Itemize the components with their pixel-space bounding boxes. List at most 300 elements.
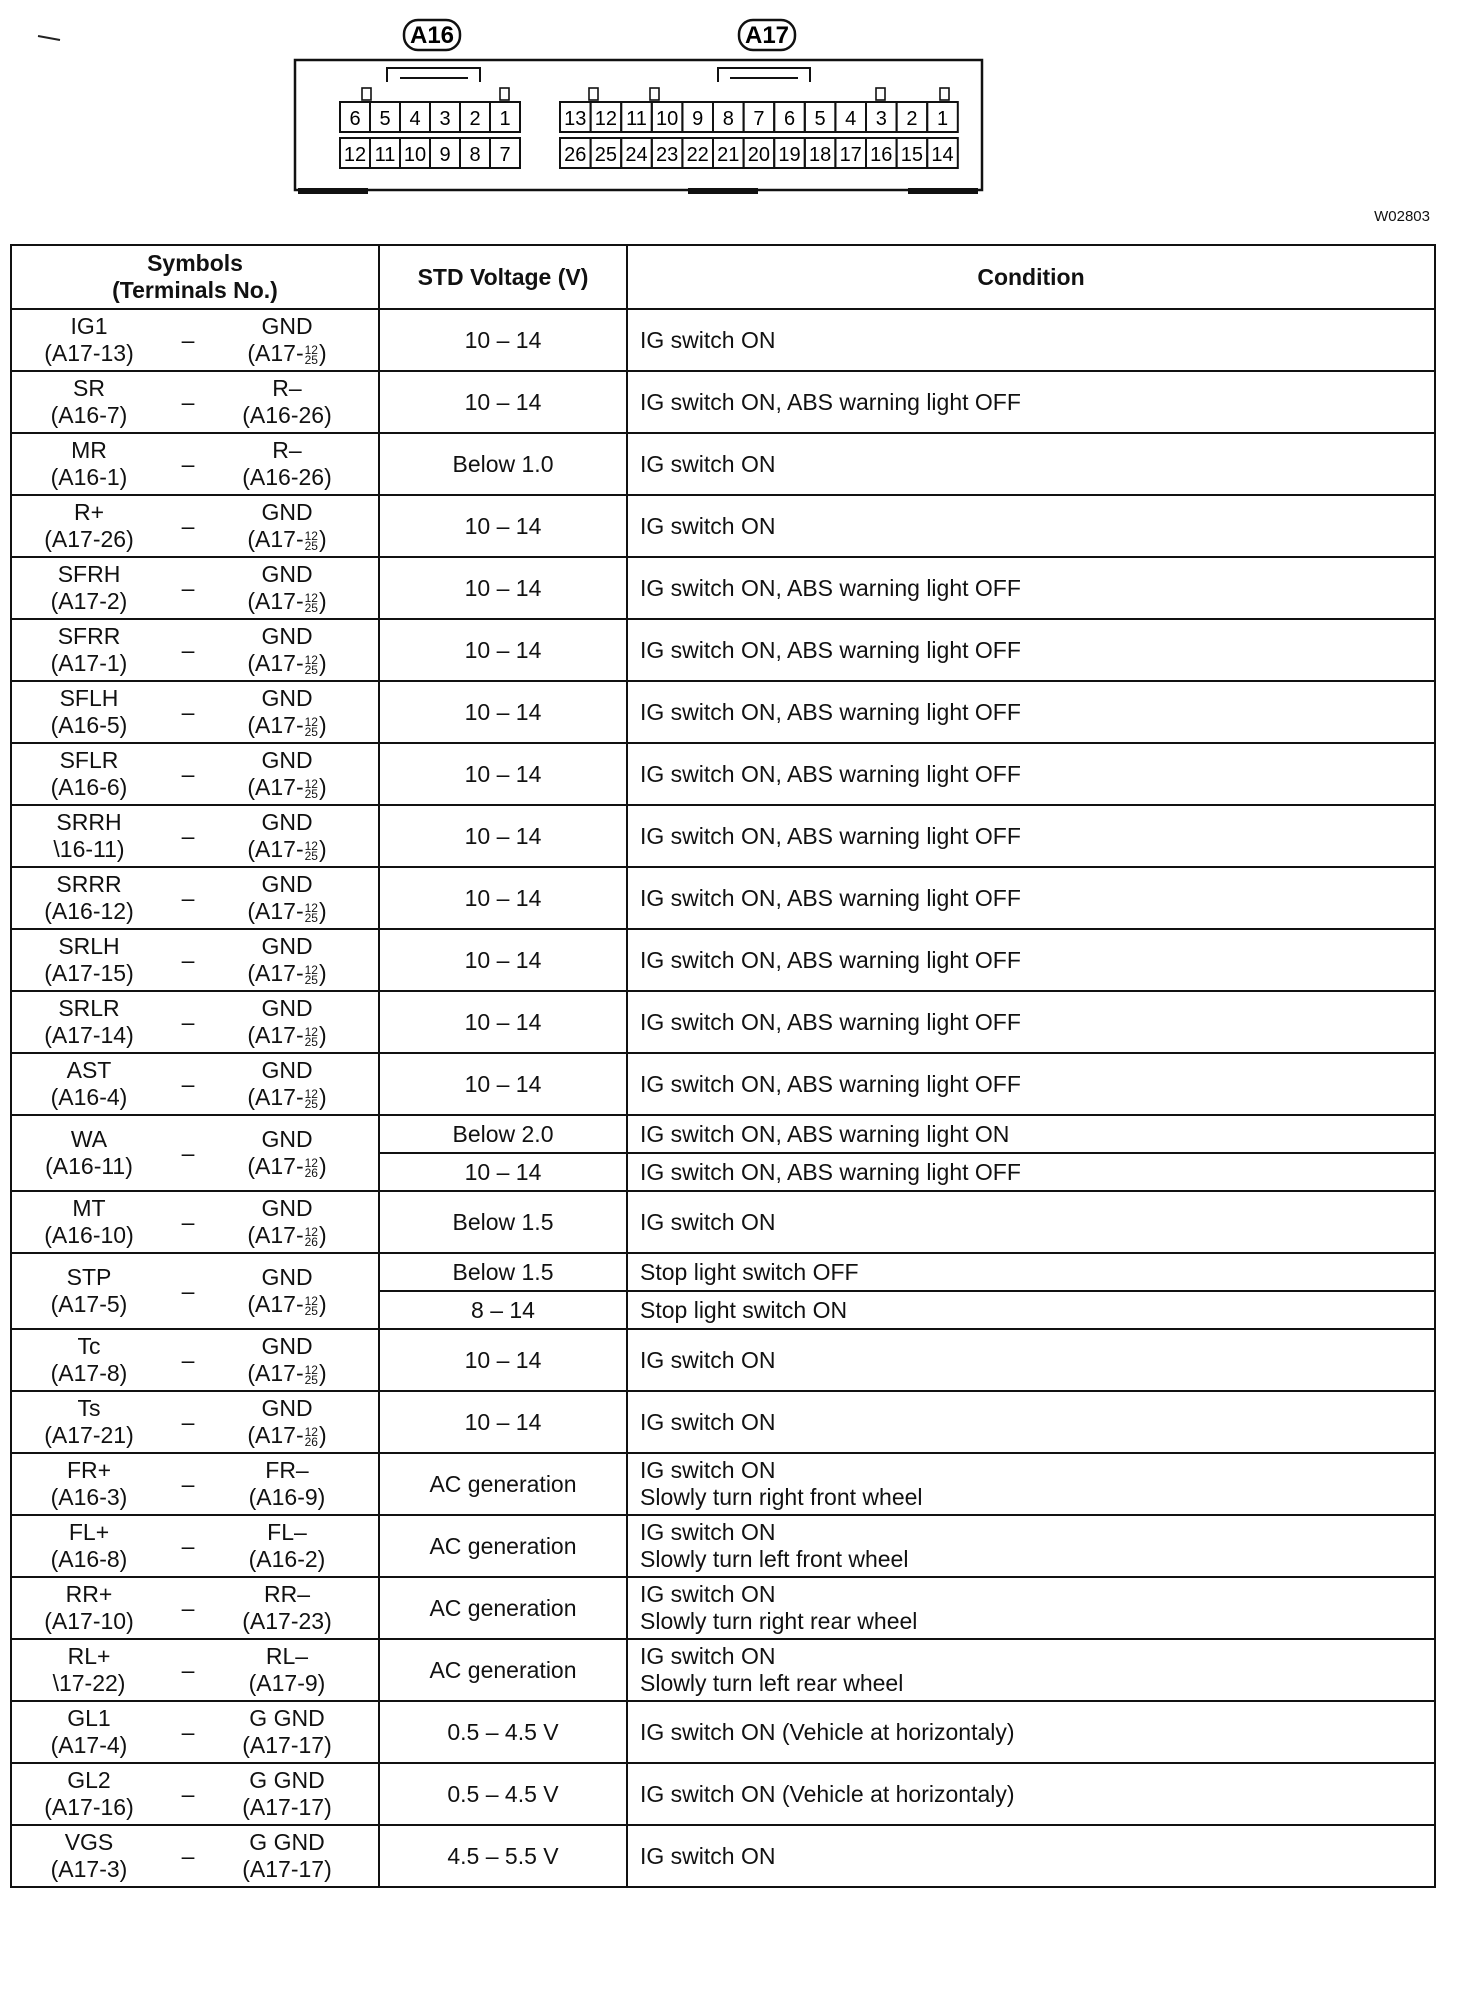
signal-name: GND [261, 1264, 313, 1290]
terminal-fraction [304, 1024, 318, 1049]
terminal-suffix: ) [318, 526, 327, 552]
symbol-pair [12, 499, 378, 553]
condition [627, 1577, 1435, 1639]
std-voltage: 10 – 14 [379, 1329, 627, 1391]
std-voltage: 10 – 14 [379, 619, 627, 681]
signal-name: SRRR [56, 871, 122, 897]
pin-number: 20 [747, 144, 771, 166]
terminal-number [232, 1484, 342, 1511]
symbols-cell [11, 1191, 379, 1253]
fraction-top: 12 [304, 1155, 318, 1170]
pin-lock-tab [500, 88, 509, 100]
pin-number: 3 [875, 108, 887, 130]
condition-line: IG switch ON, ABS warning light OFF [640, 1070, 1021, 1097]
table-row [11, 681, 1435, 743]
signal-name: RR– [263, 1581, 310, 1607]
terminal-voltage-table [10, 244, 1436, 1888]
condition [627, 1825, 1435, 1887]
separator-dash: – [181, 450, 195, 477]
terminal-from [34, 1829, 144, 1883]
separator-dash: – [181, 1780, 195, 1807]
symbol-pair [12, 1643, 378, 1697]
symbols-cell [11, 1763, 379, 1825]
terminal-prefix: (A17- [247, 898, 304, 924]
std-voltage: 10 – 14 [379, 991, 627, 1053]
symbol-pair [12, 1057, 378, 1111]
signal-name: GND [261, 1057, 313, 1083]
signal-name: SFRH [57, 561, 121, 587]
terminal-to [232, 623, 342, 677]
signal-name: AST [66, 1057, 112, 1083]
header-condition: Condition [627, 245, 1435, 309]
fraction-top: 12 [304, 1424, 318, 1439]
terminal-to [232, 561, 342, 615]
signal-name: Tc [77, 1333, 101, 1359]
condition-line: IG switch ON [640, 512, 776, 539]
symbol-pair [12, 1395, 378, 1449]
condition-line: IG switch ON, ABS warning light OFF [640, 388, 1021, 415]
terminal-number: (A16-8) [50, 1546, 128, 1572]
std-voltage: AC generation [379, 1453, 627, 1515]
std-voltage: Below 1.5 [379, 1191, 627, 1253]
pin-number: 2 [469, 108, 481, 130]
terminal-prefix: (A17- [247, 1153, 304, 1179]
symbols-cell [11, 743, 379, 805]
condition-line: Slowly turn left front wheel [640, 1546, 909, 1572]
fraction-bottom: 25 [304, 724, 318, 739]
svg-text:A16: A16 [409, 22, 455, 49]
terminal-from [34, 1581, 144, 1635]
terminal-number [232, 588, 342, 615]
terminal-prefix: (A17-17) [242, 1856, 332, 1882]
pin-number: 22 [686, 144, 709, 166]
symbol-pair [12, 1126, 378, 1180]
terminal-number [232, 898, 342, 925]
signal-name: FR+ [66, 1457, 112, 1483]
std-voltage: Below 1.5 [379, 1253, 627, 1291]
condition [627, 1191, 1435, 1253]
fraction-top: 12 [304, 776, 318, 791]
terminal-number: (A17-16) [44, 1794, 134, 1820]
terminal-number [232, 340, 342, 367]
terminal-from [34, 995, 144, 1049]
separator-dash: – [181, 636, 195, 663]
signal-name: GND [261, 313, 313, 339]
signal-name: STP [66, 1264, 112, 1290]
condition-line: IG switch ON, ABS warning light OFF [640, 574, 1021, 601]
pin-number: 15 [900, 144, 924, 166]
terminal-number: (A17-14) [44, 1022, 134, 1048]
pin-lock-tab [876, 88, 885, 100]
terminal-prefix: (A17- [247, 1084, 304, 1110]
symbol-pair [12, 685, 378, 739]
terminal-number: \16-11) [53, 836, 125, 862]
terminal-from [34, 685, 144, 739]
pin-number: 12 [343, 144, 367, 166]
terminal-number [232, 774, 342, 801]
fraction-bottom: 25 [304, 538, 318, 553]
table-row [11, 1053, 1435, 1115]
terminal-number [232, 1153, 342, 1180]
table-row [11, 1329, 1435, 1391]
pin-number: 11 [374, 144, 396, 166]
std-voltage: 4.5 – 5.5 V [379, 1825, 627, 1887]
symbol-pair [12, 995, 378, 1049]
terminal-from [34, 1264, 144, 1318]
condition-line: IG switch ON, ABS warning light OFF [640, 822, 1021, 849]
symbols-cell [11, 1253, 379, 1329]
pin-number: 1 [499, 108, 511, 130]
terminal-to [232, 685, 342, 739]
symbols-cell [11, 371, 379, 433]
std-voltage: 8 – 14 [379, 1291, 627, 1329]
terminal-to [232, 1829, 342, 1883]
condition [627, 309, 1435, 371]
separator-dash: – [181, 946, 195, 973]
terminal-fraction [304, 1224, 318, 1249]
pin-number: 6 [783, 108, 796, 130]
fraction-top: 12 [304, 342, 318, 357]
pin-number: 23 [655, 144, 679, 166]
fraction-bottom: 25 [304, 1303, 318, 1318]
symbol-pair [12, 375, 378, 429]
signal-name: MR [71, 437, 107, 463]
std-voltage: 10 – 14 [379, 1053, 627, 1115]
separator-dash: – [181, 1408, 195, 1435]
separator-dash: – [181, 1070, 195, 1097]
terminal-from [34, 1195, 144, 1249]
terminal-prefix: (A17- [247, 1360, 304, 1386]
condition-line: Slowly turn left rear wheel [640, 1670, 904, 1696]
symbols-cell [11, 867, 379, 929]
terminal-to [232, 1767, 342, 1821]
terminal-from [34, 1395, 144, 1449]
pin-number: 18 [808, 144, 832, 166]
terminal-prefix: (A17- [247, 650, 304, 676]
terminal-from [34, 1126, 144, 1180]
fraction-top: 12 [304, 1362, 318, 1377]
separator-dash: – [181, 388, 195, 415]
signal-name: SRLH [58, 933, 120, 959]
signal-name: RL– [265, 1643, 309, 1669]
terminal-to [232, 1333, 342, 1387]
terminal-from [34, 1519, 144, 1573]
terminal-to [232, 1264, 342, 1318]
fraction-top: 12 [304, 714, 318, 729]
pin-lock-tab [362, 88, 371, 100]
signal-name: GND [261, 685, 313, 711]
condition [627, 1701, 1435, 1763]
separator-dash: – [181, 326, 195, 353]
condition [627, 495, 1435, 557]
pin-number: 13 [564, 108, 587, 130]
terminal-suffix: ) [318, 960, 327, 986]
std-voltage: AC generation [379, 1577, 627, 1639]
condition [627, 1253, 1435, 1291]
terminal-number [232, 1022, 342, 1049]
fraction-bottom: 25 [304, 972, 318, 987]
pin-number: 25 [594, 144, 618, 166]
table-row [11, 1453, 1435, 1515]
terminal-fraction [304, 590, 318, 615]
fraction-top: 12 [304, 1224, 318, 1239]
terminal-prefix: (A16-26) [242, 464, 332, 490]
terminal-number: (A17-3) [50, 1856, 128, 1882]
signal-name: GL2 [67, 1767, 111, 1793]
table-row [11, 991, 1435, 1053]
condition [627, 371, 1435, 433]
terminal-fraction [304, 776, 318, 801]
terminal-number: (A17-4) [50, 1732, 128, 1758]
condition [627, 1329, 1435, 1391]
terminal-prefix: (A17- [247, 1222, 304, 1248]
symbols-cell [11, 495, 379, 557]
condition-line: IG switch ON, ABS warning light OFF [640, 636, 1021, 663]
condition-line: IG switch ON [640, 1519, 776, 1545]
terminal-fraction [304, 1293, 318, 1318]
terminal-from [34, 1457, 144, 1511]
terminal-suffix: ) [318, 1422, 327, 1448]
symbols-cell [11, 1453, 379, 1515]
table-row [11, 371, 1435, 433]
terminal-number [232, 712, 342, 739]
terminal-number: \17-22) [52, 1670, 126, 1696]
fraction-top: 12 [304, 528, 318, 543]
condition-line: IG switch ON [640, 1346, 776, 1373]
symbols-cell [11, 1515, 379, 1577]
fraction-bottom: 25 [304, 352, 318, 367]
pin-number: 6 [349, 108, 361, 130]
terminal-number: (A17-10) [44, 1608, 134, 1634]
std-voltage: 10 – 14 [379, 495, 627, 557]
signal-name: GND [261, 499, 313, 525]
symbol-pair [12, 871, 378, 925]
signal-name: FL– [267, 1519, 307, 1545]
symbols-cell [11, 1329, 379, 1391]
terminal-number: (A17-15) [44, 960, 134, 986]
signal-name: GND [261, 871, 313, 897]
terminal-suffix: ) [318, 588, 327, 614]
pin-number: 21 [717, 144, 740, 166]
terminal-to [232, 499, 342, 553]
terminal-fraction [304, 838, 318, 863]
terminal-fraction [304, 900, 318, 925]
terminal-from [34, 747, 144, 801]
std-voltage: AC generation [379, 1639, 627, 1701]
terminal-to [232, 1643, 342, 1697]
separator-dash: – [181, 1208, 195, 1235]
condition [627, 991, 1435, 1053]
terminal-fraction [304, 652, 318, 677]
symbols-cell [11, 433, 379, 495]
condition [627, 1639, 1435, 1701]
signal-name: R+ [73, 499, 105, 525]
connector-a17-pins [560, 102, 958, 168]
symbols-cell [11, 805, 379, 867]
condition-line: IG switch ON (Vehicle at horizontaly) [640, 1718, 1015, 1745]
terminal-number: (A16-6) [50, 774, 128, 800]
pin-number: 5 [379, 108, 391, 130]
table-row [11, 1577, 1435, 1639]
pin-number: 1 [936, 108, 949, 130]
terminal-number [232, 650, 342, 677]
signal-name: RR+ [65, 1581, 113, 1607]
fraction-bottom: 25 [304, 600, 318, 615]
condition-line: IG switch ON, ABS warning light OFF [640, 884, 1021, 911]
condition-line: Slowly turn right rear wheel [640, 1608, 918, 1634]
table-row [11, 743, 1435, 805]
terminal-number: (A17-21) [44, 1422, 134, 1448]
fraction-top: 12 [304, 1086, 318, 1101]
fraction-bottom: 25 [304, 910, 318, 925]
terminal-to [232, 747, 342, 801]
fraction-bottom: 26 [304, 1165, 318, 1180]
symbols-cell [11, 681, 379, 743]
condition-line: IG switch ON [640, 1208, 776, 1235]
condition [627, 1391, 1435, 1453]
std-voltage: 0.5 – 4.5 V [379, 1763, 627, 1825]
signal-name: VGS [64, 1829, 114, 1855]
separator-dash: – [181, 1594, 195, 1621]
signal-name: SFLR [59, 747, 119, 773]
signal-name: GND [261, 1395, 313, 1421]
terminal-from [34, 1333, 144, 1387]
pin-number: 4 [409, 108, 421, 130]
terminal-prefix: (A17-23) [242, 1608, 332, 1634]
symbol-pair [12, 1767, 378, 1821]
condition-line: IG switch ON, ABS warning light OFF [640, 946, 1021, 973]
separator-dash: – [181, 884, 195, 911]
terminal-fraction [304, 1155, 318, 1180]
condition [627, 557, 1435, 619]
terminal-number: (A17-2) [50, 588, 128, 614]
symbols-cell [11, 619, 379, 681]
terminal-prefix: (A17- [247, 1291, 304, 1317]
header-symbols: Symbols (Terminals No.) [11, 245, 379, 309]
terminal-to [232, 995, 342, 1049]
condition-line: Slowly turn right front wheel [640, 1484, 923, 1510]
terminal-to [232, 1519, 342, 1573]
terminal-number [232, 1732, 342, 1759]
pin-number: 11 [626, 108, 647, 130]
pin-lock-tab [940, 88, 949, 100]
table-row [11, 433, 1435, 495]
terminal-to [232, 871, 342, 925]
terminal-prefix: (A17- [247, 960, 304, 986]
symbol-pair [12, 747, 378, 801]
signal-name: SRRH [56, 809, 122, 835]
terminal-suffix: ) [318, 1222, 327, 1248]
terminal-fraction [304, 1362, 318, 1387]
signal-name: GND [261, 623, 313, 649]
terminal-number [232, 836, 342, 863]
terminal-number: (A16-3) [50, 1484, 128, 1510]
terminal-from [34, 1057, 144, 1111]
pin-number: 7 [499, 144, 511, 166]
terminal-number [232, 1360, 342, 1387]
symbol-pair [12, 1457, 378, 1511]
symbols-cell [11, 991, 379, 1053]
condition [627, 867, 1435, 929]
condition-line: IG switch ON [640, 450, 776, 477]
condition [627, 805, 1435, 867]
fraction-bottom: 25 [304, 662, 318, 677]
symbol-pair [12, 1829, 378, 1883]
std-voltage: 10 – 14 [379, 743, 627, 805]
terminal-number: (A17-5) [50, 1291, 128, 1317]
condition-line: IG switch ON, ABS warning light OFF [640, 1158, 1021, 1185]
terminal-number: (A17-8) [50, 1360, 128, 1386]
separator-dash: – [181, 1470, 195, 1497]
terminal-number: (A17-1) [50, 650, 128, 676]
terminal-prefix: (A17- [247, 712, 304, 738]
table-row [11, 619, 1435, 681]
fraction-bottom: 25 [304, 1034, 318, 1049]
condition-line: IG switch ON, ABS warning light OFF [640, 1008, 1021, 1035]
terminal-fraction [304, 962, 318, 987]
terminal-from [34, 1643, 144, 1697]
std-voltage: 10 – 14 [379, 557, 627, 619]
signal-name: R– [272, 375, 302, 401]
header-std-voltage: STD Voltage (V) [379, 245, 627, 309]
separator-dash: – [181, 574, 195, 601]
signal-name: FL+ [68, 1519, 110, 1545]
terminal-number: (A16-10) [44, 1222, 134, 1248]
signal-name: GND [261, 933, 313, 959]
std-voltage: 10 – 14 [379, 805, 627, 867]
terminal-fraction [304, 342, 318, 367]
symbols-cell [11, 557, 379, 619]
terminal-prefix: (A17- [247, 774, 304, 800]
separator-dash: – [181, 512, 195, 539]
condition-line: IG switch ON, ABS warning light OFF [640, 698, 1021, 725]
separator-dash: – [181, 1718, 195, 1745]
pin-number: 10 [403, 144, 427, 166]
std-voltage: 10 – 14 [379, 867, 627, 929]
fraction-top: 12 [304, 1024, 318, 1039]
pin-number: 3 [439, 108, 451, 130]
terminal-number: (A16-7) [50, 402, 128, 428]
fraction-bottom: 26 [304, 1234, 318, 1249]
condition-line: IG switch ON [640, 1457, 776, 1483]
terminal-to [232, 933, 342, 987]
fraction-bottom: 25 [304, 1096, 318, 1111]
terminal-number: (A17-26) [44, 526, 134, 552]
signal-name: SFLH [59, 685, 119, 711]
terminal-number: (A16-12) [44, 898, 134, 924]
terminal-fraction [304, 1424, 318, 1449]
terminal-to [232, 1057, 342, 1111]
table-row [11, 1763, 1435, 1825]
table-row [11, 495, 1435, 557]
symbols-cell [11, 1115, 379, 1191]
signal-name: SRLR [58, 995, 120, 1021]
symbol-pair [12, 933, 378, 987]
condition [627, 433, 1435, 495]
pin-number: 26 [564, 144, 587, 166]
symbols-cell [11, 1053, 379, 1115]
fraction-top: 12 [304, 900, 318, 915]
condition-line: Stop light switch ON [640, 1296, 848, 1323]
terminal-prefix: (A17- [247, 340, 304, 366]
signal-name: RL+ [67, 1643, 111, 1669]
condition [627, 619, 1435, 681]
pin-lock-tab [650, 88, 659, 100]
condition-line: IG switch ON [640, 326, 776, 353]
separator-dash: – [181, 822, 195, 849]
symbol-pair [12, 1519, 378, 1573]
signal-name: G GND [249, 1767, 325, 1793]
